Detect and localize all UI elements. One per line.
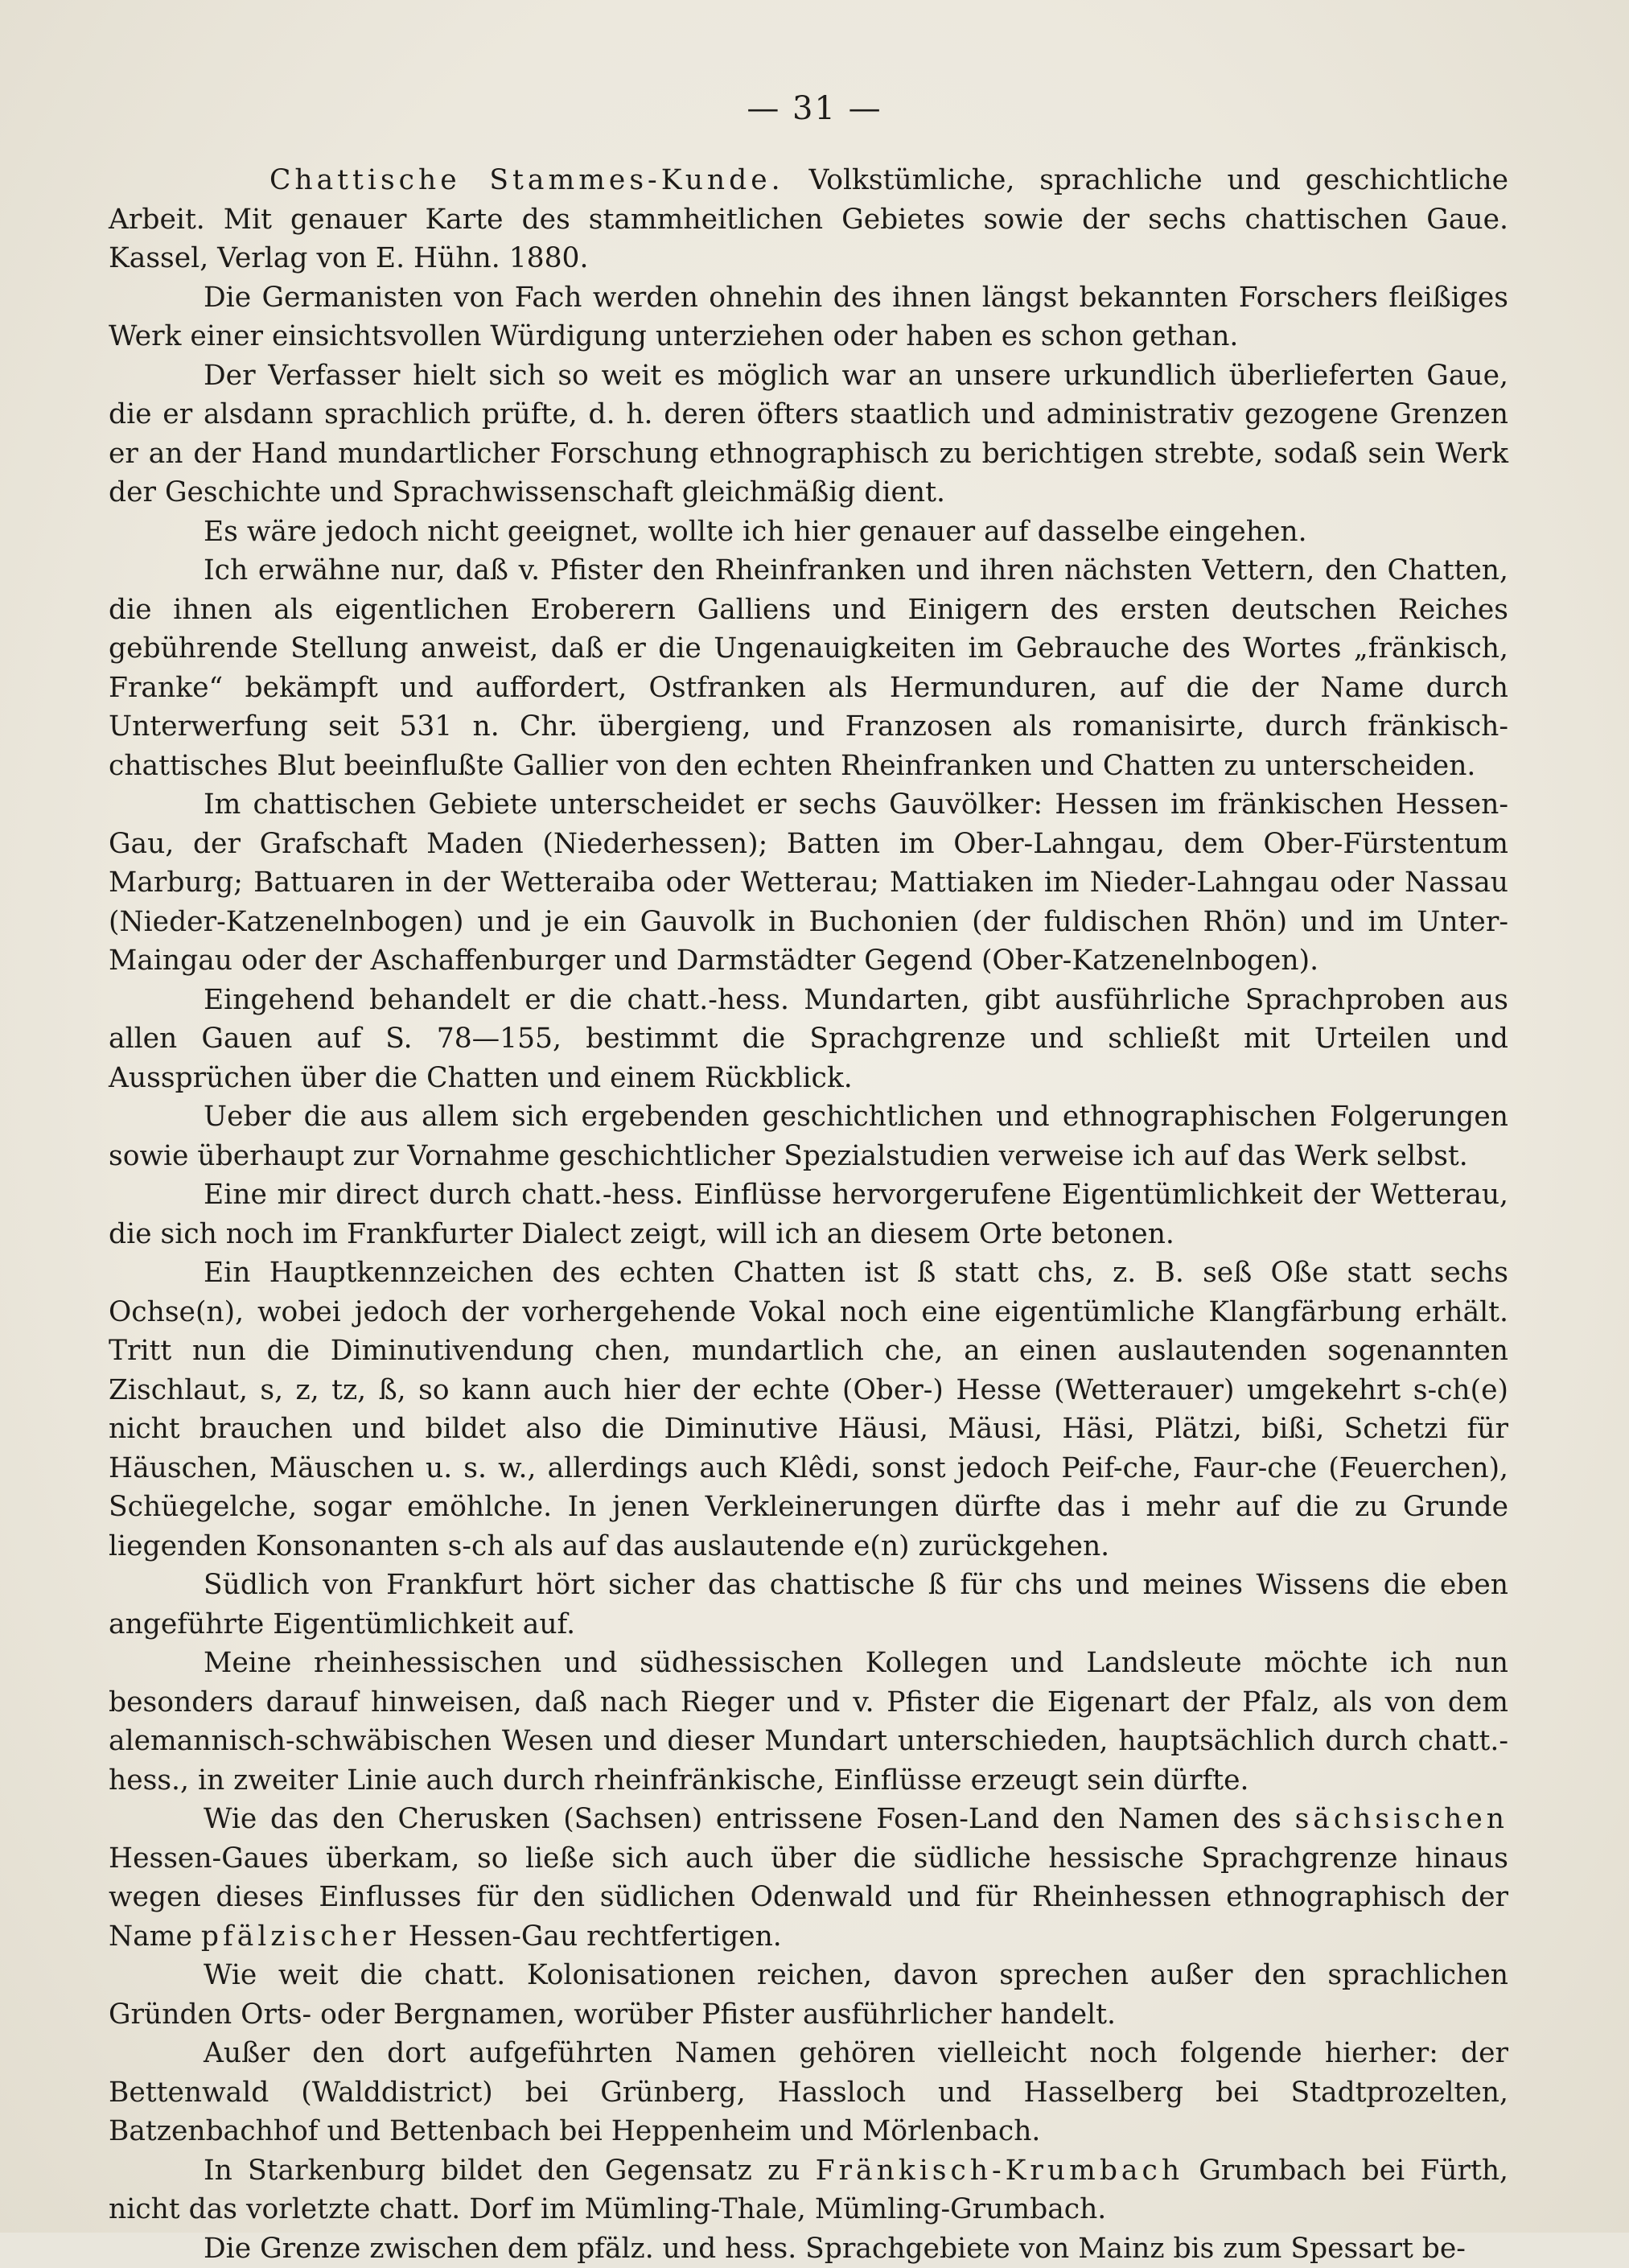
paragraph: Ich erwähne nur, daß v. Pfister den Rheinfranken und ihren nächsten Vettern, den Chatten, die ihnen als eigentlichen Eroberern Galliens und Einigern des ersten deutschen Reiches gebührende Stellung anweist, daß er die Ungenauigkeiten im Gebrauche des Wortes „fränkisch, Franke“ bekämpft und auffordert, Ostfranken als Hermunduren, auf die der Name durch Unterwerfung seit 531 n. Chr. übergieng, und Franzosen als romanisirte, durch fränkisch-chattisches Blut beeinflußte Gallier von den echten Rheinfranken und Chatten zu unterscheiden. <box>109 551 1508 785</box>
paragraph: Eine mir direct durch chatt.-hess. Einflüsse hervorgerufene Eigentümlichkeit der Wetterau, die sich noch im Frankfurter Dialect zeigt, will ich an diesem Orte betonen. <box>109 1175 1508 1253</box>
paragraph: Ein Hauptkennzeichen des echten Chatten ist ß statt chs, z. B. seß Oße statt sechs Ochse(n), wobei jedoch der vorhergehende Vokal noch eine eigentümliche Klangfärbung erhält. Tritt nun die Diminutivendung chen, mundartlich che, an einen auslautenden sogenannten Zischlaut, s, z, tz, ß, so kann auch hier der echte (Ober-) Hesse (Wetterauer) umgekehrt s-ch(e) nicht brauchen und bildet also die Diminutive Häusi, Mäusi, Häsi, Plätzi, bißi, Schetzi für Häuschen, Mäuschen u. s. w., allerdings auch Klêdi, sonst jedoch Peif-che, Faur-che (Feuerchen), Schüegelche, sogar emöhlche. In jenen Verkleinerungen dürfte das i mehr auf die zu Grunde liegenden Konsonanten s-ch als auf das auslautende e(n) zurückgehen. <box>109 1253 1508 1566</box>
paragraph: Die Germanisten von Fach werden ohnehin des ihnen längst bekannten Forschers fleißiges Werk einer einsichtsvollen Würdigung unterziehen oder haben es schon gethan. <box>109 278 1508 356</box>
text-run: Hessen-Gau rechtfertigen. <box>409 1920 782 1953</box>
paragraph-starkenburg <box>109 2151 1508 2229</box>
spaced-word: sächsischen <box>1295 1803 1508 1835</box>
bibliography-entry <box>109 161 1508 278</box>
page-number: — 31 — <box>0 90 1629 127</box>
spaced-word: Fränkisch-Krumbach <box>816 2155 1183 2187</box>
body-text <box>109 161 1508 2268</box>
spaced-word: pfälzischer <box>201 1920 400 1953</box>
paragraph: Meine rheinhessischen und südhessischen Kollegen und Landsleute möchte ich nun besonders darauf hinweisen, daß nach Rieger und v. Pfister die Eigenart der Pfalz, als von dem alemannisch-schwäbischen Wesen und dieser Mundart unterschieden, hauptsächlich durch chatt.-hess., in zweiter Linie auch durch rheinfränkische, Einflüsse erzeugt sein dürfte. <box>109 1644 1508 1800</box>
text-run: Wie das den Cherusken (Sachsen) entrissene Fosen-Land den Namen des <box>204 1803 1281 1835</box>
paragraph: Südlich von Frankfurt hört sicher das chattische ß für chs und meines Wissens die eben angeführte Eigentümlichkeit auf. <box>109 1566 1508 1644</box>
paragraph: Der Verfasser hielt sich so weit es möglich war an unsere urkundlich überlieferten Gaue, die er alsdann sprachlich prüfte, d. h. deren öfters staatlich und administrativ gezogene Grenzen er an der Hand mundartlicher Forschung ethnographisch zu berichtigen strebte, sodaß sein Werk der Geschichte und Sprachwissenschaft gleichmäßig dient. <box>109 356 1508 512</box>
paragraph: Ueber die aus allem sich ergebenden geschichtlichen und ethnographischen Folgerungen sowie überhaupt zur Vornahme geschichtlicher Spezialstudien verweise ich auf das Werk selbst. <box>109 1097 1508 1175</box>
book-title: Chattische Stammes-Kunde. <box>269 164 784 196</box>
book-description: Volkstümliche, sprachliche und geschichtliche Arbeit. Mit genauer Karte des stammheitlichen Gebietes sowie der sechs chattischen Gaue. Kassel, Verlag von E. Hühn. 1880. <box>109 164 1508 274</box>
paragraph: Eingehend behandelt er die chatt.-hess. Mundarten, gibt ausführliche Sprachproben aus allen Gauen auf S. 78—155, bestimmt die Sprachgrenze und schließt mit Urteilen und Aussprüchen über die Chatten und einem Rückblick. <box>109 981 1508 1098</box>
paragraph: Im chattischen Gebiete unterscheidet er sechs Gauvölker: Hessen im fränkischen Hessen-Gau, der Grafschaft Maden (Niederhessen); Batten im Ober-Lahngau, dem Ober-Fürstentum Marburg; Battuaren in der Wetteraiba oder Wetterau; Mattiaken im Nieder-Lahngau oder Nassau (Nieder-Katzenelnbogen) und je ein Gauvolk in Buchonien (der fuldischen Rhön) und im Unter-Maingau oder der Aschaffenburger und Darmstädter Gegend (Ober-Katzenelnbogen). <box>109 785 1508 981</box>
paragraph-saxon <box>109 1800 1508 1956</box>
text-run: Hessen-Gaues überkam, so ließe sich auch über die südliche hessische Sprachgrenze hinaus wegen dieses Einflusses für den südlichen Odenwald und für Rheinhessen ethnographisch der Name <box>109 1842 1508 1953</box>
text-run: In Starkenburg bildet den Gegensatz zu <box>204 2155 800 2187</box>
paragraph: Wie weit die chatt. Kolonisationen reichen, davon sprechen außer den sprachlichen Gründen Orts- oder Bergnamen, worüber Pfister ausführlicher handelt. <box>109 1956 1508 2034</box>
paragraph: Außer den dort aufgeführten Namen gehören vielleicht noch folgende hierher: der Bettenwald (Walddistrict) bei Grünberg, Hassloch und Hasselberg bei Stadtprozelten, Batzenbachhof und Bettenbach bei Heppenheim und Mörlenbach. <box>109 2034 1508 2151</box>
paragraph-last-line: Die Grenze zwischen dem pfälz. und hess. Sprachgebiete von Mainz bis zum Spessart be- <box>109 2229 1508 2268</box>
paragraph: Es wäre jedoch nicht geeignet, wollte ich hier genauer auf dasselbe eingehen. <box>109 512 1508 552</box>
text-run: Grumbach bei Fürth, nicht das vorletzte chatt. Dorf im Mümling-Thale, Mümling-Grumbach. <box>109 2155 1508 2226</box>
